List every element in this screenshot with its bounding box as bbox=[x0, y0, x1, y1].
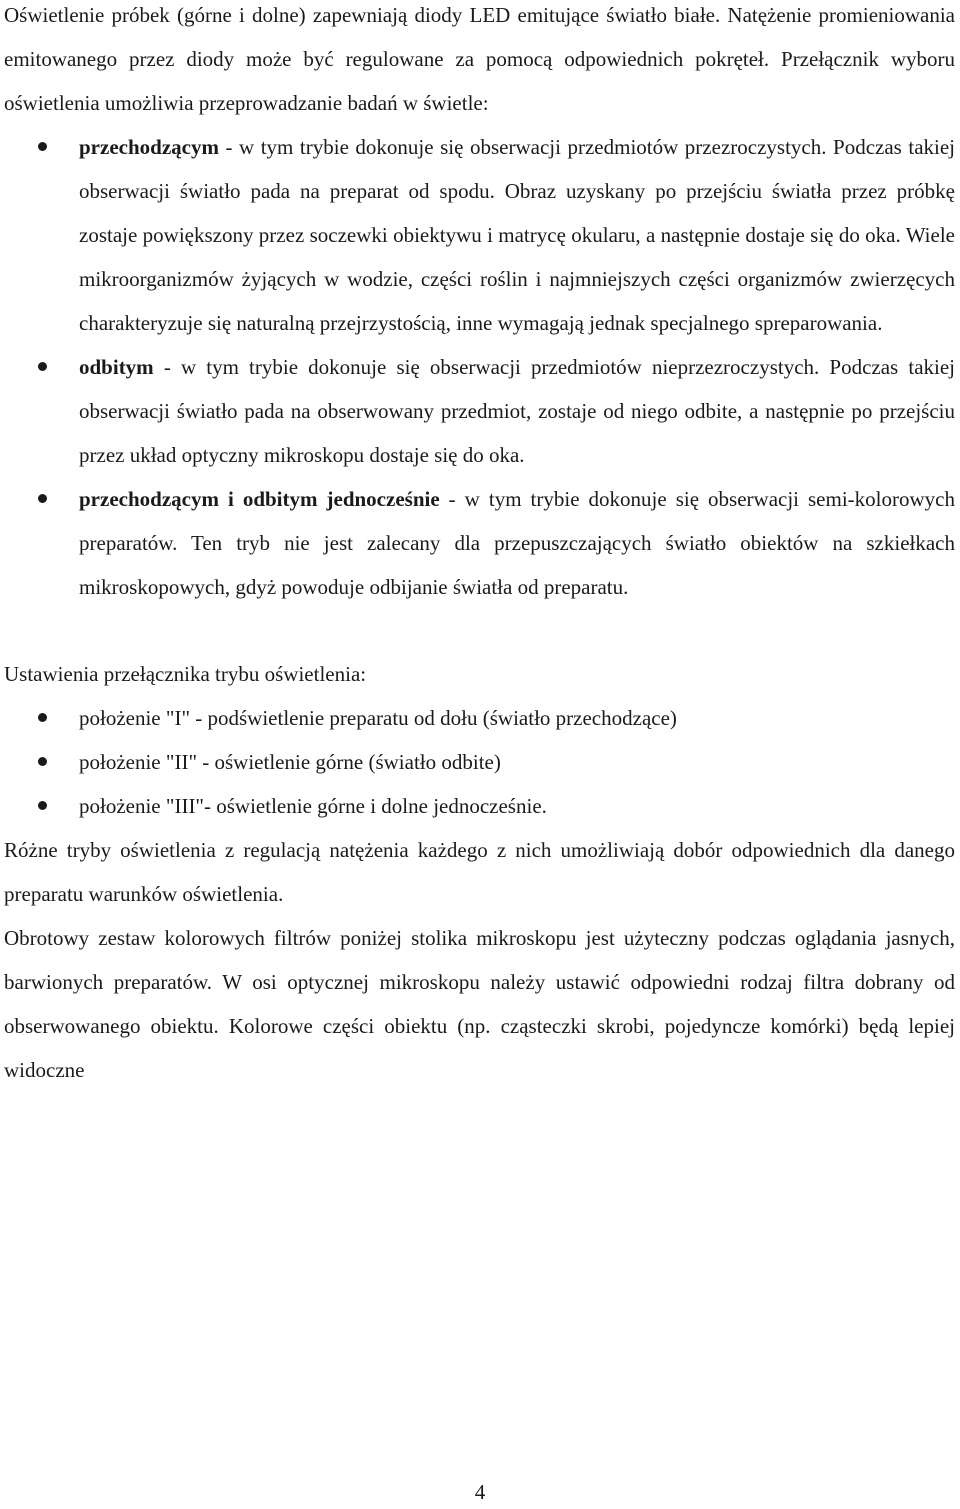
mode-term: przechodzącym i odbitym jednocześnie bbox=[79, 487, 440, 511]
mode-description: - w tym trybie dokonuje się obserwacji semi-kolorowych preparatów. Ten tryb nie jest zalecany dla przepuszczających światło obiektów na szkiełkach mikroskopowych, gdyż powoduje odbijanie światła od preparatu. bbox=[79, 487, 955, 599]
list-item bbox=[4, 345, 955, 477]
body-paragraph: Obrotowy zestaw kolorowych filtrów poniżej stolika mikroskopu jest użyteczny podczas oglądania jasnych, barwionych preparatów. W osi optycznej mikroskopu należy ustawić odpowiedni rodzaj filtra dobrany od obserwowanego obiektu. Kolorowe części obiektu (np. cząsteczki skrobi, pojedyncze komórki) będą lepiej widoczne bbox=[4, 926, 955, 1082]
mode-description: - w tym trybie dokonuje się obserwacji przedmiotów przezroczystych. Podczas takiej obserwacji światło pada na preparat od spodu. Obraz uzyskany po przejściu światła przez próbkę zostaje powiększony przez soczewki obiektywu i matrycę okularu, a następnie dostaje się do oka. Wiele mikroorganizmów żyjących w wodzie, części roślin i najmniejszych części organizmów zwierzęcych charakteryzuje się naturalną przejrzystością, inne wymagają jednak specjalnego spreparowania. bbox=[79, 135, 955, 335]
list-item bbox=[4, 696, 955, 740]
bullet-icon bbox=[38, 142, 47, 151]
page-number: 4 bbox=[474, 1480, 486, 1504]
list-item bbox=[4, 125, 955, 345]
list-item bbox=[4, 784, 955, 828]
setting-text: położenie "II" - oświetlenie górne (światło odbite) bbox=[79, 750, 501, 774]
mode-description: - w tym trybie dokonuje się obserwacji przedmiotów nieprzezroczystych. Podczas takiej obserwacji światło pada na obserwowany przedmiot, zostaje od niego odbite, a następnie po przejściu przez układ optyczny mikroskopu dostaje się do oka. bbox=[79, 355, 955, 467]
bullet-icon bbox=[38, 757, 47, 766]
mode-term: przechodzącym bbox=[79, 135, 219, 159]
bullet-icon bbox=[38, 713, 47, 722]
switch-settings-heading: Ustawienia przełącznika trybu oświetlenia: bbox=[4, 662, 367, 686]
setting-text: położenie "III"- oświetlenie górne i dolne jednocześnie. bbox=[79, 794, 547, 818]
setting-text: położenie "I" - podświetlenie preparatu od dołu (światło przechodzące) bbox=[79, 706, 677, 730]
mode-term: odbitym bbox=[79, 355, 154, 379]
switch-settings-list bbox=[4, 696, 955, 828]
intro-paragraph: Oświetlenie próbek (górne i dolne) zapewniają diody LED emitujące światło białe. Natężenie promieniowania emitowanego przez diody może być regulowane za pomocą odpowiednich pokręteł. Przełącznik wyboru oświetlenia umożliwia przeprowadzanie badań w świetle: bbox=[4, 3, 955, 115]
bullet-icon bbox=[38, 801, 47, 810]
body-paragraph: Różne tryby oświetlenia z regulacją natężenia każdego z nich umożliwiają dobór odpowiednich dla danego preparatu warunków oświetlenia. bbox=[4, 838, 955, 906]
list-item bbox=[4, 740, 955, 784]
bullet-icon bbox=[38, 494, 47, 503]
section-spacer bbox=[4, 609, 955, 652]
document-page bbox=[4, 0, 955, 1092]
bullet-icon bbox=[38, 362, 47, 371]
list-item bbox=[4, 477, 955, 609]
illumination-modes-list bbox=[4, 125, 955, 609]
